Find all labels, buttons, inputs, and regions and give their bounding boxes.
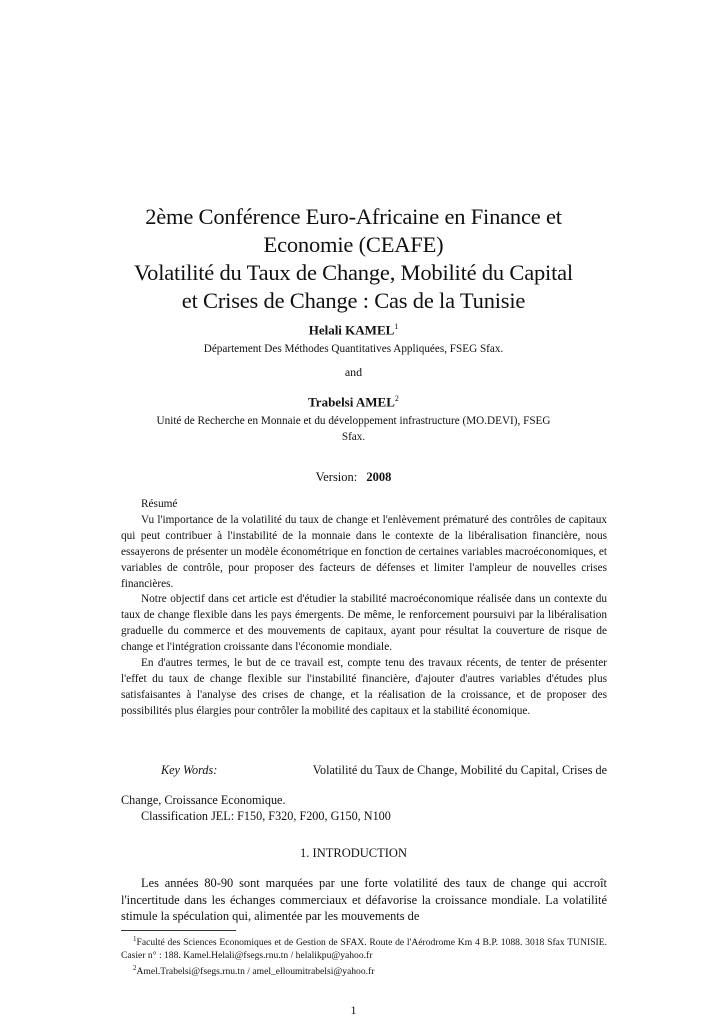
title-line-1: 2ème Conférence Euro-Africaine en Finance et (145, 204, 562, 229)
footnotes (121, 933, 607, 978)
version-line (60, 470, 647, 485)
abstract (121, 497, 607, 720)
title-line-3: Volatilité du Taux de Change, Mobilité du Capital (134, 260, 573, 285)
author-2-footnote-mark: 2 (394, 394, 399, 403)
jel-classification: Classification JEL: F150, F320, F200, G150, N100 (141, 809, 391, 823)
footnote-2-mark: 2 (133, 964, 137, 973)
abstract-paragraph-1: Vu l'importance de la volatilité du taux de change et l'enlèvement prématuré des contrôles de capitaux qui peut contribuer à l'instabilité de la monnaie dans le contexte de la libéralisation financière, nous essayerons de présenter un modèle économétrique en fonction de certaines variables macroéconomiques, et variables de contrôle, pour proposer des facteurs de défenses et limiter l'ampleur de nouvelles crises financières. (121, 513, 607, 590)
author-2-affiliation-line-1: Unité de Recherche en Monnaie et du développement infrastructure (MO.DEVI), FSEG (156, 415, 551, 427)
page-number: 1 (350, 1003, 357, 1017)
author-2-name: Trabelsi AMEL (308, 394, 395, 410)
author-2-affiliation (108, 413, 599, 445)
and-separator: and (344, 365, 363, 379)
abstract-paragraph-3: En d'autres termes, le but de ce travail est, compte tenu des travaux récents, de tenter de présenter l'effet du taux de change flexible sur l'instabilité financière, d'ajouter d'autres variables d'études plus satisfaisantes à l'analyse des crises de change, et la réalisation de la croissance, et de proposer des possibilités plus élargies pour contrôler la mobilité des capitaux et la stabilité économique. (121, 657, 607, 717)
footnote-1 (121, 933, 607, 962)
footnote-1-text: Faculté des Sciences Economiques et de Gestion de SFAX. Route de l'Aérodrome Km 4 B.P. 1088. 3018 Sfax TUNISIE. Casier n° : 188. Kamel.Helali@fsegs.rnu.tn / helalikpu@yahoo.fr (121, 937, 607, 962)
paper-title (60, 203, 647, 315)
section-heading-introduction: 1. INTRODUCTION (300, 846, 407, 860)
introduction-text (121, 875, 607, 925)
keywords-line-2: Change, Croissance Economique. (121, 793, 286, 807)
title-line-4: et Crises de Change : Cas de la Tunisie (181, 288, 526, 313)
version-label: Version: (315, 470, 358, 484)
footnote-1-mark: 1 (133, 935, 137, 943)
keywords-text: Volatilité du Taux de Change, Mobilité du Capital, Crises de (312, 763, 607, 777)
footnote-rule (121, 930, 236, 931)
keywords-label: Key Words: (161, 763, 218, 777)
introduction-paragraph: Les années 80-90 sont marquées par une forte volatilité des taux de change qui accroît l'incertitude dans les échanges commerciaux et défavorise la croissance mondiale. La volatilité stimule la spéculation qui, alimentée par les mouvements de (121, 876, 607, 923)
author-2-affiliation-line-2: Sfax. (341, 431, 366, 443)
author-2 (60, 394, 647, 410)
author-1-name: Helali KAMEL (308, 322, 395, 338)
author-1 (60, 322, 647, 338)
abstract-paragraph-2: Notre objectif dans cet article est d'étudier la stabilité macroéconomique réalisée dans un contexte du taux de change flexible dans les pays émergents. De même, le renforcement poursuivi par la libéralisation graduelle du commerce et des mouvements de capitaux, ayant pour résultat la couverture de risque de change et l'intégration croissante dans l'économie mondiale. (121, 593, 607, 654)
author-1-affiliation: Département Des Méthodes Quantitatives Appliquées, FSEG Sfax. (203, 343, 504, 355)
version-value: 2008 (366, 470, 392, 484)
author-1-footnote-mark: 1 (394, 322, 399, 331)
footnote-2 (121, 962, 607, 978)
keywords-line-1 (121, 762, 607, 778)
abstract-heading: Résumé (141, 498, 178, 510)
title-line-2: Economie (CEAFE) (263, 232, 444, 257)
footnote-2-text: Amel.Trabelsi@fsegs.rnu.tn / amel_elloumitrabelsi@yahoo.fr (136, 966, 375, 978)
